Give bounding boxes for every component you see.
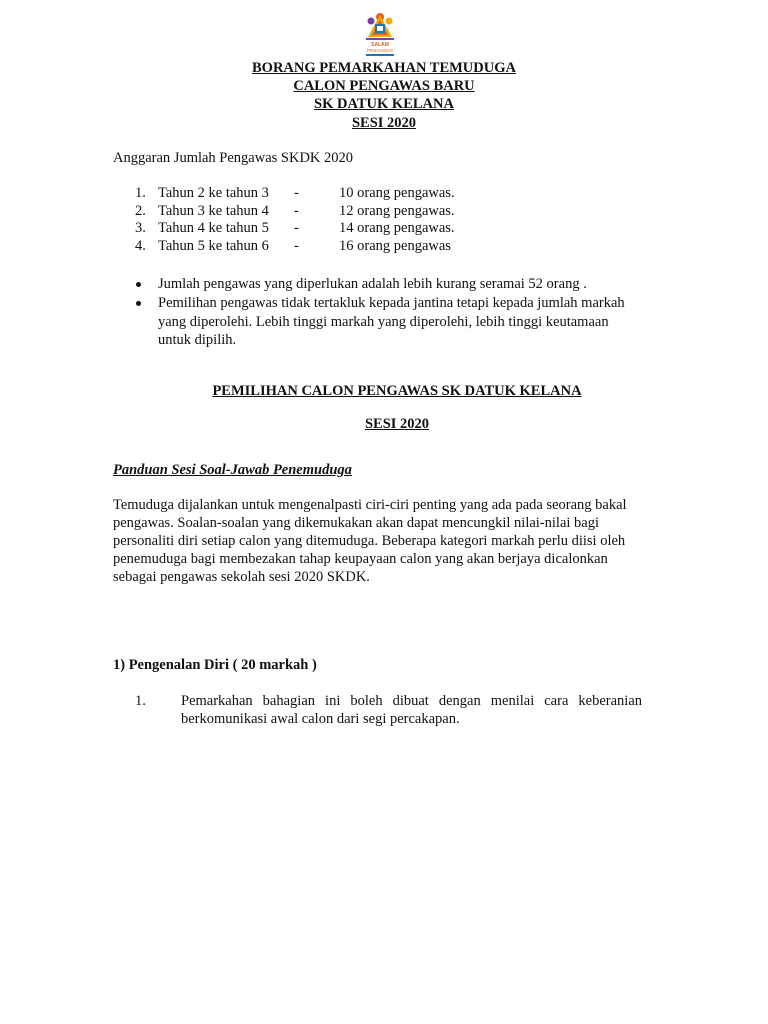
bullet-dot-icon [136, 301, 141, 306]
bullet-text: yang diperolehi. Lebih tinggi markah yang diperolehi, lebih tinggi keutamaan [158, 314, 609, 330]
guide-line: pengawas. Soalan-soalan yang dikemukakan akan dapat mencungkil nilai-nilai bagi [113, 515, 599, 531]
part1-item-line: Pemarkahan bahagian ini boleh dibuat dengan menilai cara keberanian [181, 693, 642, 709]
list-item-value: 10 orang pengawas. [339, 185, 455, 201]
list-item-value: 16 orang pengawas [339, 238, 451, 254]
guide-line: personaliti diri setiap calon yang ditemuduga. Beberapa kategori markah perlu diisi oleh [113, 533, 626, 549]
header-session: SESI 2020 [351, 115, 417, 131]
bullet-text: Pemilihan pengawas tidak tertakluk kepada jantina tetapi kepada jumlah markah [158, 295, 625, 311]
list-item-dash: - [294, 203, 299, 219]
header-title-line1: BORANG PEMARKAHAN TEMUDUGA [252, 60, 516, 76]
svg-text:PENGAWAS: PENGAWAS [367, 48, 393, 53]
guide-line: penemuduga bagi membezakan tahap keupayaan calon yang akan berjaya dicalonkan [113, 551, 608, 567]
guide-line: sebagai pengawas sekolah sesi 2020 SKDK. [113, 569, 370, 585]
part1-item-line: berkomunikasi awal calon dari segi percakapan. [181, 711, 460, 727]
list-item-dash: - [294, 185, 299, 201]
list-item-label: Tahun 4 ke tahun 5 [158, 220, 269, 236]
list-item-dash: - [294, 238, 299, 254]
section-session: SESI 2020 [364, 416, 430, 432]
list-item-label: Tahun 2 ke tahun 3 [158, 185, 269, 201]
list-item-number: 2. [135, 203, 146, 219]
header-title-line2: CALON PENGAWAS BARU [293, 78, 475, 94]
part1-item-number: 1. [135, 693, 146, 709]
school-prefect-logo [362, 11, 398, 57]
estimate-title: Anggaran Jumlah Pengawas SKDK 2020 [113, 150, 354, 166]
list-item-number: 4. [135, 238, 146, 254]
list-item-value: 14 orang pengawas. [339, 220, 455, 236]
guide-line: Temuduga dijalankan untuk mengenalpasti ciri-ciri penting yang ada pada seorang bakal [113, 497, 627, 513]
svg-text:SALAM: SALAM [371, 42, 389, 48]
section-title: PEMILIHAN CALON PENGAWAS SK DATUK KELANA [212, 383, 582, 399]
list-item-number: 1. [135, 185, 146, 201]
guide-title: Panduan Sesi Soal-Jawab Penemuduga [113, 462, 352, 478]
bullet-text: untuk dipilih. [158, 332, 237, 348]
list-item-dash: - [294, 220, 299, 236]
header-school-name: SK DATUK KELANA [314, 96, 454, 112]
list-item-label: Tahun 3 ke tahun 4 [158, 203, 269, 219]
bullet-dot-icon [136, 282, 141, 287]
list-item-number: 3. [135, 220, 146, 236]
part1-title: 1) Pengenalan Diri ( 20 markah ) [113, 657, 317, 673]
list-item-value: 12 orang pengawas. [339, 203, 455, 219]
list-item-label: Tahun 5 ke tahun 6 [158, 238, 269, 254]
bullet-text: Jumlah pengawas yang diperlukan adalah lebih kurang seramai 52 orang . [158, 276, 587, 292]
